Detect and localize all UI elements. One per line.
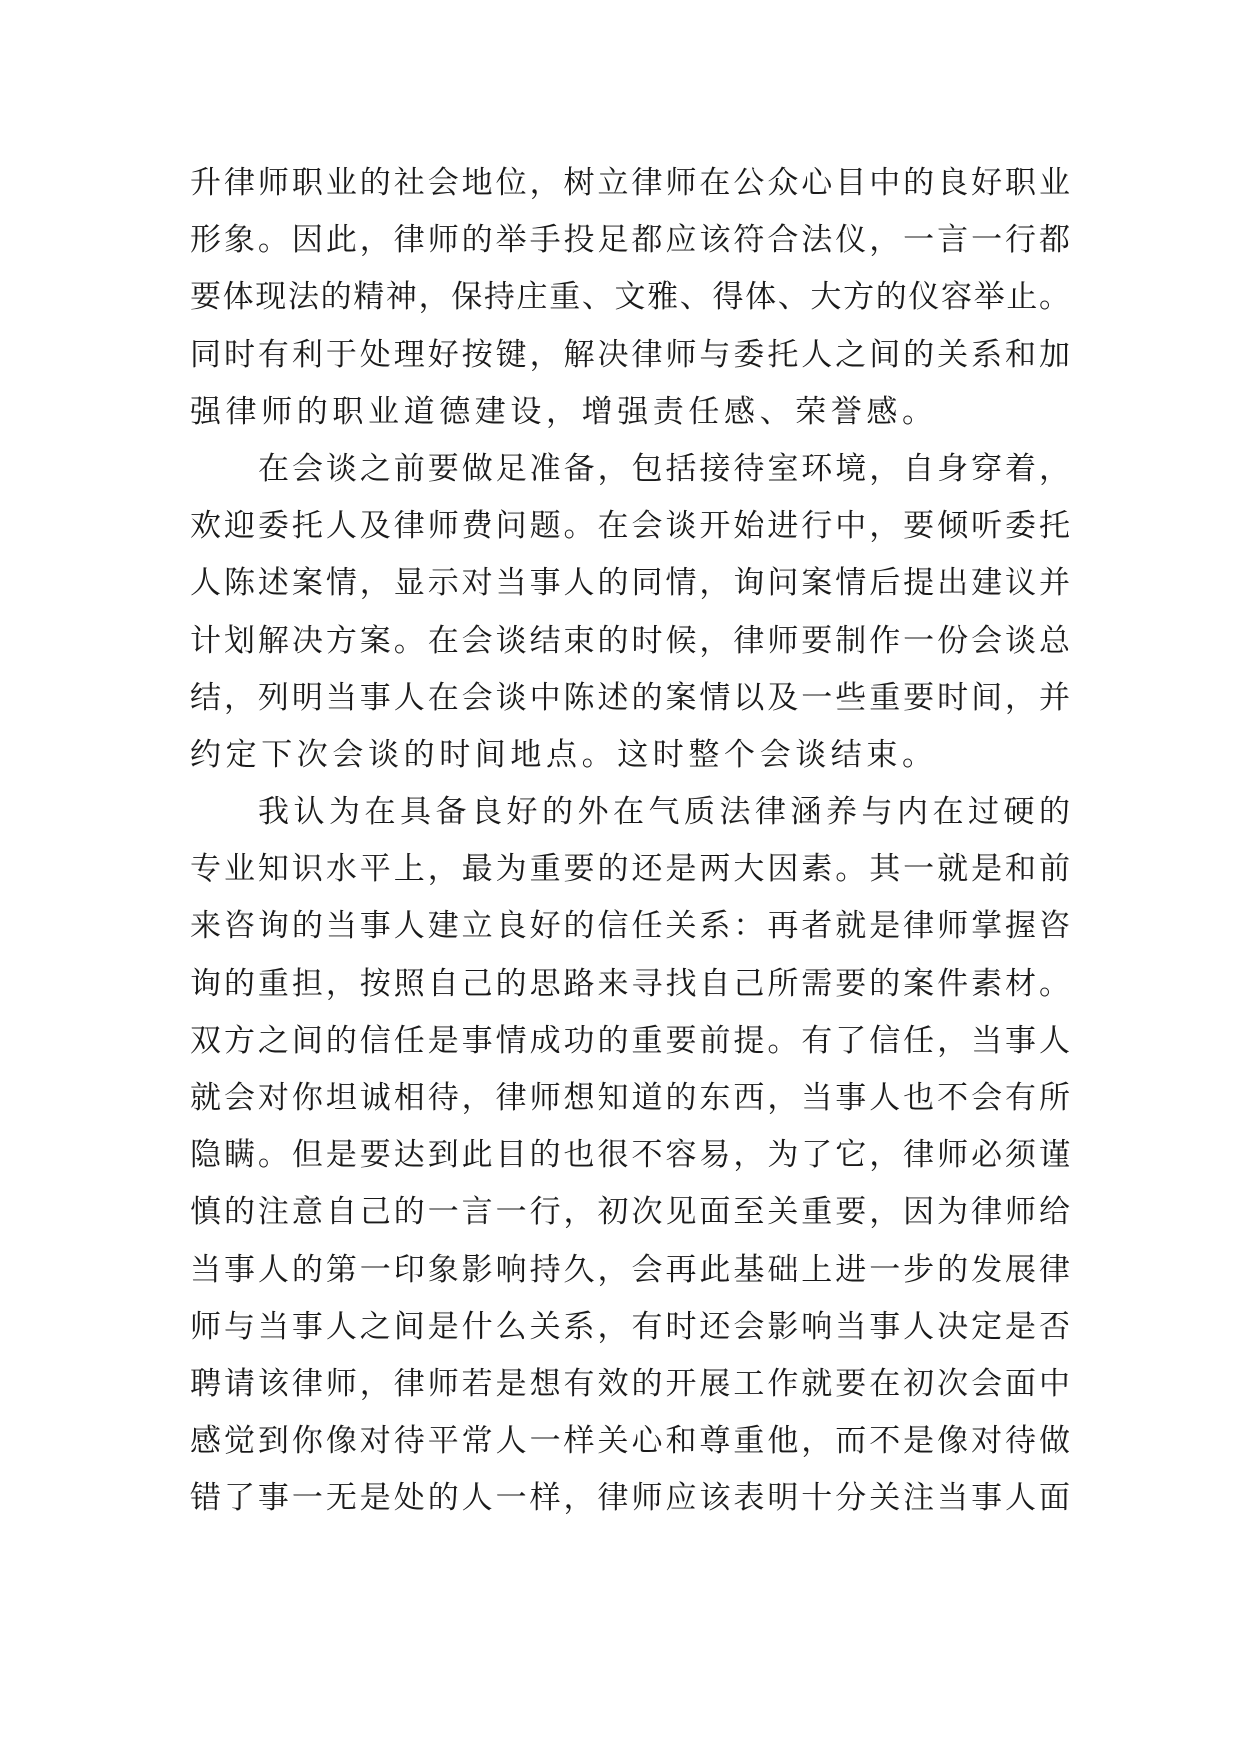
text-line: 我认为在具备良好的外在气质法律涵养与内在过硬的 (258, 794, 1070, 831)
text-line: 当事人的第一印象影响持久，会再此基础上进一步的发展律 (190, 1251, 1070, 1288)
text-line: 专业知识水平上，最为重要的还是两大因素。其一就是和前 (190, 851, 1070, 888)
text-line: 要体现法的精神，保持庄重、文雅、得体、大方的仪容举止。 (190, 279, 1070, 316)
text-line: 双方之间的信任是事情成功的重要前提。有了信任，当事人 (190, 1022, 1070, 1059)
text-line: 约定下次会谈的时间地点。这时整个会谈结束。 (190, 736, 938, 773)
text-line: 形象。因此，律师的举手投足都应该符合法仪，一言一行都 (190, 222, 1070, 259)
document-page (190, 155, 1070, 1528)
text-line: 慎的注意自己的一言一行，初次见面至关重要，因为律师给 (190, 1194, 1070, 1231)
text-line: 升律师职业的社会地位，树立律师在公众心目中的良好职业 (190, 165, 1070, 201)
text-line: 强律师的职业道德建设，增强责任感、荣誉感。 (190, 393, 938, 430)
text-line: 聘请该律师，律师若是想有效的开展工作就要在初次会面中 (190, 1365, 1070, 1402)
paragraph-1 (190, 155, 1070, 441)
text-line: 人陈述案情，显示对当事人的同情，询问案情后提出建议并 (190, 565, 1070, 602)
text-line: 师与当事人之间是什么关系，有时还会影响当事人决定是否 (190, 1308, 1070, 1345)
text-line: 就会对你坦诚相待，律师想知道的东西，当事人也不会有所 (190, 1080, 1070, 1116)
paragraph-2 (190, 441, 1070, 784)
text-line: 错了事一无是处的人一样，律师应该表明十分关注当事人面 (190, 1480, 1070, 1517)
text-line: 同时有利于处理好按键，解决律师与委托人之间的关系和加 (190, 336, 1070, 373)
paragraph-3 (190, 784, 1070, 1527)
text-line: 询的重担，按照自己的思路来寻找自己所需要的案件素材。 (190, 965, 1070, 1002)
text-line: 欢迎委托人及律师费问题。在会谈开始进行中，要倾听委托 (190, 508, 1070, 545)
text-line: 感觉到你像对待平常人一样关心和尊重他，而不是像对待做 (190, 1423, 1070, 1460)
text-line: 计划解决方案。在会谈结束的时候，律师要制作一份会谈总 (190, 622, 1070, 659)
text-line: 在会谈之前要做足准备，包括接待室环境，自身穿着， (258, 450, 1070, 487)
text-line: 隐瞒。但是要达到此目的也很不容易，为了它，律师必须谨 (190, 1137, 1070, 1174)
text-line: 来咨询的当事人建立良好的信任关系：再者就是律师掌握咨 (190, 908, 1070, 945)
text-line: 结，列明当事人在会谈中陈述的案情以及一些重要时间，并 (190, 679, 1070, 716)
